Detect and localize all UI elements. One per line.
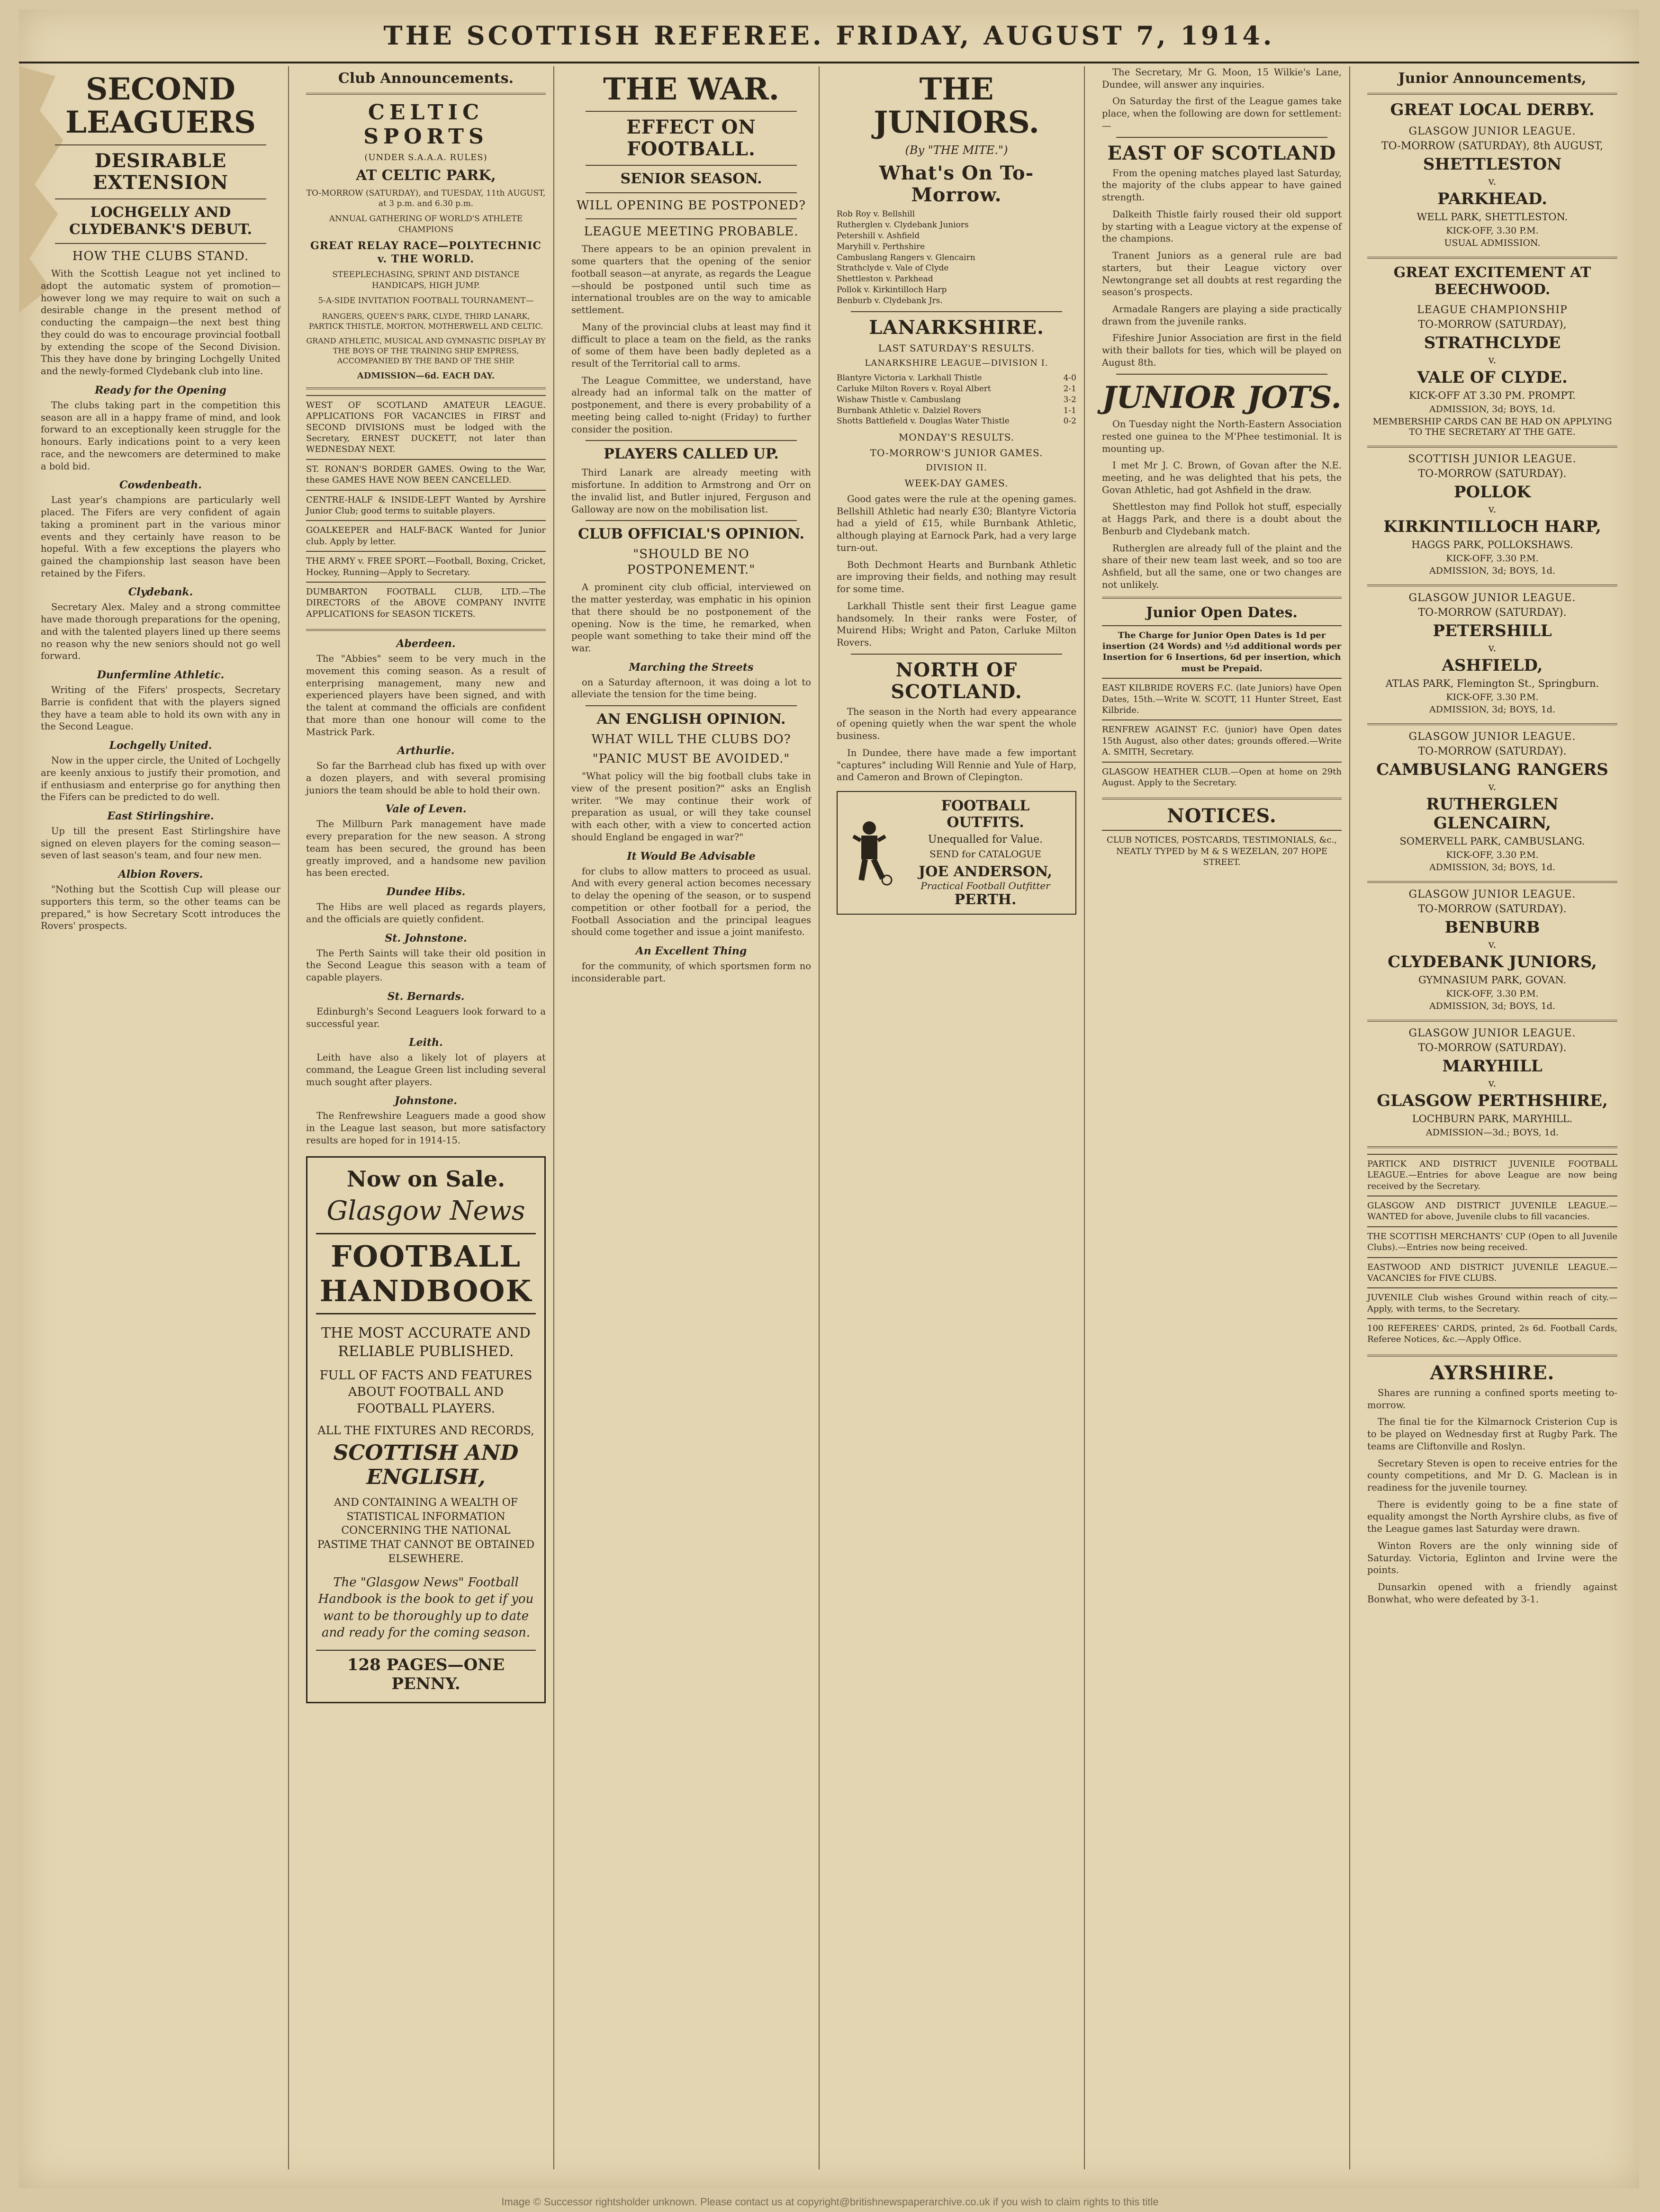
- results-heading: LAST SATURDAY'S RESULTS.: [878, 342, 1035, 354]
- table-row: Blantyre Victoria v. Larkhall Thistle 4-0: [837, 373, 1076, 383]
- fixture-ground: GYMNASIUM PARK, GOVAN.: [1418, 974, 1567, 986]
- list-item: Rutherglen v. Clydebank Juniors: [837, 220, 969, 230]
- celtic-venue: AT CELTIC PARK,: [356, 167, 496, 184]
- celtic-admission: ADMISSION—6d. EACH DAY.: [357, 371, 495, 381]
- celtic-tournament: 5-A-SIDE INVITATION FOOTBALL TOURNAMENT—: [318, 296, 534, 306]
- list-item: Pollok v. Kirkintilloch Harp: [837, 285, 947, 295]
- fixture-versus: v.: [1488, 175, 1497, 188]
- results-heading: MONDAY'S RESULTS.: [898, 432, 1015, 443]
- fixture-date: TO-MORROW (SATURDAY), 8th AUGUST,: [1381, 140, 1604, 152]
- fixture-away-team: VALE OF CLYDE.: [1417, 368, 1568, 387]
- article-paragraph: Up till the present East Stirlingshire have signed on eleven players for the coming season—seven of last season's team, and four new men.: [41, 825, 280, 861]
- article-paragraph: There is evidently going to be a fine state of equality amongst the North Ayrshire clubs, as five of the League games last Saturday were drawn.: [1367, 1499, 1617, 1535]
- classified-ad: GLASGOW AND DISTRICT JUVENILE LEAGUE.—WANTED for above, Juvenile clubs to fill vacancies.: [1367, 1196, 1617, 1226]
- fixture-admission: ADMISSION, 3d; BOYS, 1d.: [1429, 565, 1556, 576]
- outfit-trade: Practical Football Outfitter: [920, 880, 1050, 892]
- divider: [1102, 597, 1342, 599]
- outfit-ad-text: [901, 798, 1070, 908]
- outfit-town: PERTH.: [954, 891, 1017, 908]
- fixture-admission: ADMISSION, 3d; BOYS, 1d.: [1429, 862, 1556, 872]
- fixture-away-team: KIRKINTILLOCH HARP,: [1383, 517, 1601, 536]
- classified-ad: CLUB NOTICES, POSTCARDS, TESTIMONIALS, &c., NEATLY TYPED by M & S WEZELAN, 207 HOPE STREET.: [1102, 830, 1342, 872]
- article-paragraph: Secretary Steven is open to receive entries for the county competitions, and Mr D. G. Maclean is in readiness for the juvenile tourney.: [1367, 1457, 1617, 1493]
- article-subheading: NORTH OF SCOTLAND.: [891, 658, 1022, 703]
- article-paragraph: Armadale Rangers are playing a side practically drawn from the juvenile ranks.: [1102, 304, 1342, 327]
- article-subheading: SENIOR SEASON.: [620, 171, 762, 188]
- fixture-versus: v.: [1488, 938, 1497, 951]
- ad-paper-name: Glasgow News: [326, 1195, 525, 1226]
- fixture-admission: MEMBERSHIP CARDS CAN BE HAD ON APPLYING TO THE SECRETARY AT THE GATE.: [1372, 416, 1612, 437]
- section-heading: Albion Rovers.: [118, 868, 203, 881]
- fixture-league: GLASGOW JUNIOR LEAGUE.: [1408, 730, 1576, 743]
- fixture-date: TO-MORROW (SATURDAY).: [1418, 903, 1567, 915]
- fixture-ground: WELL PARK, SHETTLESTON.: [1416, 211, 1568, 223]
- fixture-home-team: STRATHCLYDE: [1424, 333, 1561, 352]
- article-paragraph: Larkhall Thistle sent their first League game handsomely. In their ranks were Foster, of Muirend Hibs; Wright and Paton, Carluke Milton Rovers.: [837, 600, 1076, 648]
- celtic-race: GREAT RELAY RACE—POLYTECHNIC v. THE WORLD.: [310, 240, 542, 265]
- fixture-league: LEAGUE CHAMPIONSHIP: [1417, 304, 1568, 316]
- article-paragraph: Fifeshire Junior Association are first in the field with their ballots for ties, which will be played on August 8th.: [1102, 333, 1342, 368]
- fixture-ground: KICK-OFF AT 3.30 PM. PROMPT.: [1409, 389, 1576, 401]
- classified-ad: ST. RONAN'S BORDER GAMES. Owing to the War, these GAMES HAVE NOW BEEN CANCELLED.: [306, 459, 546, 490]
- divider: [1367, 1355, 1617, 1357]
- article-paragraph: Rutherglen are already full of the plaint and the share of their new team last week, and so too are Ashfield, but all the same, one or two changes are not unlikely.: [1102, 542, 1342, 590]
- article-subheading: DESIRABLE EXTENSION: [92, 149, 229, 194]
- article-paragraph: Good gates were the rule at the opening games. Bellshill Athletic had nearly £30; Blantyre Victoria had a yield of £15, while Burnbank Athletic, although playing at Earnock Park, had a very large turn-out.: [837, 493, 1076, 553]
- celtic-events: STEEPLECHASING, SPRINT AND DISTANCE HANDICAPS, HIGH JUMP.: [332, 270, 520, 290]
- classified-ad: GLASGOW HEATHER CLUB.—Open at home on 29th August. Apply to the Secretary.: [1102, 762, 1342, 792]
- divider: [1367, 1146, 1617, 1148]
- article-paragraph: on a Saturday afternoon, it was doing a lot to alleviate the tension for the time being.: [571, 676, 811, 700]
- article-subheading: EAST OF SCOTLAND: [1107, 142, 1336, 164]
- article-paragraph: With the Scottish League not yet inclined to adopt the automatic system of promotion—however long we may require to wait on such a desirable change in the present method of conducting the campaign—the next best thing they could do was to encourage provincial football by extending the scope of the Second Division. This they have done by bringing Lochgelly United and the newly-formed Clydebank club into line.: [41, 268, 280, 377]
- column-the-juniors: [829, 66, 1085, 2169]
- fixture-versus: v.: [1488, 781, 1497, 793]
- article-subheading: LANARKSHIRE.: [869, 316, 1044, 339]
- ad-tagline: THE MOST ACCURATE AND RELIABLE PUBLISHED.: [321, 1324, 531, 1360]
- fixture-ground: SOMERVELL PARK, CAMBUSLANG.: [1399, 835, 1585, 847]
- outfit-catalogue: SEND for CATALOGUE: [929, 848, 1041, 860]
- classified-ad: EAST KILBRIDE ROVERS F.C. (late Juniors) have Open Dates, 15th.—Write W. SCOTT, 11 Hunter Street, East Kilbride.: [1102, 678, 1342, 719]
- byline: (By "THE MITE."): [905, 143, 1008, 157]
- article-heading: JUNIOR JOTS.: [1102, 379, 1342, 415]
- article-paragraph: In Dundee, there have made a few important "captures" including Will Rennie and Yule of Harp, and Cameron and Brown of Clepington.: [837, 747, 1076, 783]
- article-heading: THE WAR.: [603, 72, 780, 107]
- divider: [306, 629, 546, 631]
- article-paragraph: The final tie for the Kilmarnock Cristerion Cup is to be played on Wednesday first at Rugby Park. The teams are Cliftonville and Roslyn.: [1367, 1416, 1617, 1452]
- fixture-home-team: BENBURB: [1444, 917, 1540, 937]
- fixture-kickoff: ADMISSION, 3d; BOYS, 1d.: [1429, 404, 1556, 414]
- divider: [1116, 137, 1327, 138]
- article-paragraph: Many of the provincial clubs at least may find it difficult to place a team on the field, as the ranks of some of them have been badly depleted as a result of the Territorial call to arms.: [571, 321, 811, 369]
- fixture-kickoff: KICK-OFF, 3.30 P.M.: [1446, 988, 1539, 999]
- fixture-admission: ADMISSION—3d.; BOYS, 1d.: [1425, 1127, 1559, 1138]
- open-dates-notice: The Charge for Junior Open Dates is 1d per insertion (24 Words) and ½d additional words per Insertion for 6 Insertions, 6d per insertion, which must be Prepaid.: [1102, 625, 1342, 678]
- column-north-east-jots: [1094, 66, 1350, 2169]
- article-paragraph: Third Lanark are already meeting with misfortune. In addition to Armstrong and Orr on the invalid list, and Butler injured, Ferguson and Galloway are now on the mobilisation list.: [571, 467, 811, 515]
- section-heading: Clydebank.: [128, 586, 193, 599]
- fixture-announcement: [1367, 889, 1617, 1011]
- fixture-versus: v.: [1488, 642, 1497, 654]
- article-paragraph: The Renfrewshire Leaguers made a good show in the League last season, but more satisfactory results are hoped for in 1914-15.: [306, 1110, 546, 1146]
- article-subheading: WHAT WILL THE CLUBS DO?: [591, 732, 791, 747]
- fixture-away-team: RUTHERGLEN GLENCAIRN,: [1426, 794, 1559, 833]
- celtic-date: TO-MORROW (SATURDAY), and TUESDAY, 11th AUGUST, at 3 p.m. and 6.30 p.m.: [306, 188, 546, 208]
- ad-tagline: The "Glasgow News" Football Handbook is the book to get if you want to be thoroughly up to date and ready for the coming season.: [318, 1575, 534, 1640]
- list-item: Strathclyde v. Vale of Clyde: [837, 263, 949, 273]
- article-subheading: "SHOULD BE NO POSTPONEMENT.": [627, 547, 756, 577]
- article-paragraph: The League Committee, we understand, have already had an informal talk on the matter of postponement, and there is every probability of a meeting being called to-night (Friday) to further consider the position.: [571, 375, 811, 435]
- fixture-announcement: [1367, 304, 1617, 437]
- table-row: Shotts Battlefield v. Douglas Water Thistle 0-2: [837, 416, 1076, 426]
- fixture-home-team: PETERSHILL: [1433, 621, 1552, 640]
- article-subheading: "PANIC MUST BE AVOIDED.": [592, 751, 790, 766]
- results-league: LANARKSHIRE LEAGUE—DIVISION I.: [865, 358, 1048, 369]
- table-row: Burnbank Athletic v. Dalziel Rovers 1-1: [837, 405, 1076, 415]
- divider: [55, 144, 266, 145]
- article-paragraph: Edinburgh's Second Leaguers look forward to a successful year.: [306, 1006, 546, 1029]
- section-heading: East Stirlingshire.: [107, 809, 214, 822]
- celtic-gathering: ANNUAL GATHERING OF WORLD'S ATHLETE CHAMPIONS: [329, 214, 523, 234]
- fixture-league: GLASGOW JUNIOR LEAGUE.: [1408, 592, 1576, 604]
- section-heading: It Would Be Advisable: [627, 850, 756, 863]
- classified-ad: WEST OF SCOTLAND AMATEUR LEAGUE. APPLICATIONS FOR VACANCIES in FIRST and SECOND DIVISIONS must be lodged with the Secretary, ERNEST DUCKETT, not later than WEDNESDAY NEXT.: [306, 395, 546, 459]
- section-heading: Dundee Hibs.: [386, 886, 466, 899]
- list-item: Maryhill v. Perthshire: [837, 242, 925, 252]
- fixture-away-team: CLYDEBANK JUNIORS,: [1388, 952, 1597, 971]
- article-paragraph: Shares are running a confined sports meeting to-morrow.: [1367, 1387, 1617, 1411]
- section-heading: Aberdeen.: [396, 638, 456, 650]
- fixture-league: GLASGOW JUNIOR LEAGUE.: [1408, 1027, 1576, 1039]
- outfit-title: FOOTBALL OUTFITS.: [941, 798, 1030, 831]
- fixture-versus: v.: [1488, 1077, 1497, 1089]
- section-heading: Dunfermline Athletic.: [97, 669, 225, 682]
- article-paragraph: Winton Rovers are the only winning side of Saturday. Victoria, Eglinton and Irvine were the points.: [1367, 1540, 1617, 1576]
- article-heading: THE JUNIORS.: [874, 72, 1039, 141]
- section-heading: Vale of Leven.: [385, 803, 467, 816]
- fixture-list: [837, 209, 1076, 306]
- celtic-teams: RANGERS, QUEEN'S PARK, CLYDE, THIRD LANARK, PARTICK THISTLE, MORTON, MOTHERWELL AND CELTIC.: [308, 311, 543, 331]
- article-paragraph: There appears to be an opinion prevalent in some quarters that the opening of the senior football season—at anyrate, as regards the League—should be postponed until such time as international troubles are on the way to amicable settlement.: [571, 243, 811, 316]
- article-paragraph: Now in the upper circle, the United of Lochgelly are keenly anxious to justify their promotion, and if enthusiasm and enterprise go for anything then the Fifers can be predicted to do well.: [41, 755, 280, 803]
- fixture-away-team: GLASGOW PERTHSHIRE,: [1377, 1091, 1608, 1110]
- article-paragraph: Leith have also a likely lot of players at command, the League Green list including several much sought after players.: [306, 1052, 546, 1088]
- article-subheading: AYRSHIRE.: [1430, 1361, 1555, 1384]
- section-heading: An Excellent Thing: [635, 945, 747, 958]
- section-heading: Ready for the Opening: [95, 384, 226, 396]
- section-heading: St. Bernards.: [387, 990, 465, 1003]
- divider: [1367, 881, 1617, 883]
- article-subheading: Junior Open Dates.: [1146, 604, 1298, 621]
- article-paragraph: From the opening matches played last Saturday, the majority of the clubs appear to have gained strength.: [1102, 167, 1342, 203]
- masthead-title: THE SCOTTISH REFEREE. FRIDAY, AUGUST 7, 1914.: [383, 20, 1275, 51]
- divider: [1367, 257, 1617, 259]
- fixture-kickoff: KICK-OFF, 3.30 P.M.: [1446, 225, 1539, 236]
- list-item: Petershill v. Ashfield: [837, 231, 920, 241]
- list-item: Cambuslang Rangers v. Glencairn: [837, 252, 975, 262]
- article-paragraph: A prominent city club official, interviewed on the matter yesterday, was emphatic in his opinion that there should be no postponement of the opening. Now is the time, he remarked, when people want something to take their mind off the war.: [571, 582, 811, 654]
- article-paragraph: The season in the North had every appearance of opening quietly when the war spent the whole business.: [837, 706, 1076, 742]
- football-outfits-ad: [837, 791, 1076, 915]
- fixture-league: GLASGOW JUNIOR LEAGUE.: [1408, 888, 1576, 900]
- divider: [55, 198, 266, 199]
- list-item: Shettleston v. Parkhead: [837, 274, 933, 284]
- classified-ad: GOALKEEPER and HALF-BACK Wanted for Junior club. Apply by letter.: [306, 520, 546, 551]
- fixture-announcement: [1367, 126, 1617, 248]
- fixture-away-team: PARKHEAD.: [1437, 189, 1547, 208]
- classified-ad: JUVENILE Club wishes Ground within reach of city.—Apply, with terms, to the Secretary.: [1367, 1287, 1617, 1318]
- classified-ad: PARTICK AND DISTRICT JUVENILE FOOTBALL LEAGUE.—Entries for above League are now being received by the Secretary.: [1367, 1154, 1617, 1196]
- article-paragraph: Dunsarkin opened with a friendly against Bonwhat, who were defeated by 3-1.: [1367, 1582, 1617, 1605]
- divider: [586, 192, 797, 193]
- divider: [1367, 446, 1617, 448]
- article-subheading: CLUB OFFICIAL'S OPINION.: [578, 526, 804, 543]
- results-heading: DIVISION II.: [926, 463, 987, 473]
- article-subheading: What's On To-Morrow.: [879, 162, 1034, 206]
- divider: [851, 654, 1062, 655]
- fixture-admission: ADMISSION, 3d; BOYS, 1d.: [1429, 704, 1556, 715]
- outfit-name: JOE ANDERSON,: [919, 863, 1052, 881]
- article-paragraph: On Tuesday night the North-Eastern Association rested one guinea to the M'Phee testimonial. It is mounting up.: [1102, 419, 1342, 454]
- masthead: [19, 9, 1639, 63]
- article-paragraph: So far the Barrhead club has fixed up with over a dozen players, and with several promising juniors the team should be able to hold their own.: [306, 760, 546, 796]
- article-paragraph: Shettleston may find Pollok hot stuff, especially at Haggs Park, and there is a doubt about the Benburb and Clydebank match.: [1102, 501, 1342, 537]
- fixture-admission: USUAL ADMISSION.: [1444, 237, 1541, 248]
- ad-now-on-sale: Now on Sale.: [346, 1166, 505, 1192]
- section-heading: Leith.: [409, 1036, 443, 1049]
- divider: [306, 387, 546, 389]
- divider: [586, 165, 797, 166]
- fixture-home-team: SHETTLESTON: [1423, 154, 1562, 174]
- ad-price: 128 PAGES—ONE PENNY.: [316, 1650, 536, 1693]
- classified-ad: EASTWOOD AND DISTRICT JUVENILE LEAGUE.—VACANCIES for FIVE CLUBS.: [1367, 1257, 1617, 1288]
- divider: [1102, 798, 1342, 800]
- divider: [586, 111, 797, 112]
- list-item: Rob Roy v. Bellshill: [837, 209, 915, 219]
- celtic-sports-title: CELTIC SPORTS: [363, 100, 488, 149]
- footballer-icon: [843, 818, 895, 889]
- classified-ad: DUMBARTON FOOTBALL CLUB, LTD.—The DIRECTORS of the ABOVE COMPANY INVITE APPLICATIONS for SEASON TICKETS.: [306, 582, 546, 623]
- divider: [851, 311, 1062, 312]
- article-paragraph: Tranent Juniors as a general rule are bad starters, but their League victory over Newtongrange set all doubts at rest regarding the season's prospects.: [1102, 250, 1342, 298]
- ad-tagline: AND CONTAINING A WEALTH OF STATISTICAL INFORMATION CONCERNING THE NATIONAL PASTIME THAT CANNOT BE OBTAINED ELSEWHERE.: [317, 1496, 535, 1565]
- column-second-leaguers: [33, 66, 289, 2169]
- section-title: Junior Announcements,: [1398, 70, 1587, 87]
- article-subheading: EFFECT ON FOOTBALL.: [626, 116, 756, 161]
- fixture-date: TO-MORROW (SATURDAY),: [1418, 318, 1567, 331]
- article-paragraph: The "Abbies" seem to be very much in the movement this coming season. As a result of enterprising management, many new and experienced players have been signed, and with the talent at command the officials are confident that more than one honour will come to the Mastrick Park.: [306, 653, 546, 737]
- column-junior-announcements: [1360, 66, 1625, 2169]
- divider: [586, 440, 797, 441]
- fixture-home-team: MARYHILL: [1442, 1056, 1543, 1076]
- fixture-home-team: CAMBUSLANG RANGERS: [1376, 760, 1608, 779]
- fixture-ground: LOCHBURN PARK, MARYHILL.: [1412, 1113, 1573, 1124]
- fixture-versus: v.: [1488, 354, 1497, 366]
- fixture-ground: ATLAS PARK, Flemington St., Springburn.: [1385, 677, 1599, 689]
- derby-heading: GREAT LOCAL DERBY.: [1390, 100, 1595, 119]
- fixture-date: TO-MORROW (SATURDAY).: [1418, 745, 1567, 757]
- ad-tagline: SCOTTISH AND ENGLISH,: [333, 1440, 519, 1489]
- newspaper-page: [19, 9, 1639, 2188]
- article-subheading: NOTICES.: [1167, 805, 1277, 827]
- divider: [1367, 1020, 1617, 1022]
- fixture-announcement: [1367, 731, 1617, 872]
- fixture-away-team: ASHFIELD,: [1442, 656, 1543, 675]
- column-the-war: [564, 66, 820, 2169]
- list-item: Benburb v. Clydebank Jrs.: [837, 296, 943, 306]
- football-handbook-ad: [306, 1156, 546, 1703]
- divider: [586, 705, 797, 706]
- fixture-ground: HAGGS PARK, POLLOKSHAWS.: [1411, 539, 1573, 550]
- fixture-admission: ADMISSION, 3d; BOYS, 1d.: [1429, 1000, 1556, 1011]
- celtic-display: GRAND ATHLETIC, MUSICAL AND GYMNASTIC DISPLAY BY THE BOYS OF THE TRAINING SHIP EMPRESS, ACCOMPANIED BY THE BAND OF THE SHIP.: [306, 336, 546, 365]
- fixture-announcement: [1367, 592, 1617, 715]
- section-heading: St. Johnstone.: [385, 932, 467, 944]
- fixture-announcement: [1367, 453, 1617, 576]
- divider: [1367, 93, 1617, 95]
- fixture-league: SCOTTISH JUNIOR LEAGUE.: [1408, 453, 1577, 465]
- celtic-rules: (UNDER S.A.A.A. RULES): [364, 153, 487, 162]
- article-paragraph: On Saturday the first of the League games take place, when the following are down for settlement:—: [1102, 96, 1342, 131]
- article-subheading: WILL OPENING BE POSTPONED?: [576, 198, 806, 213]
- classified-ad: RENFREW AGAINST F.C. (junior) have Open dates 15th August, also other dates; grounds offered.—Write A. SMITH, Secretary.: [1102, 719, 1342, 761]
- beechwood-heading: GREAT EXCITEMENT AT BEECHWOOD.: [1393, 264, 1591, 298]
- divider: [1367, 584, 1617, 586]
- classified-ad: 100 REFEREES' CARDS, printed, 2s 6d. Football Cards, Referee Notices, &c.—Apply Office.: [1367, 1318, 1617, 1349]
- table-row: Wishaw Thistle v. Cambuslang 3-2: [837, 395, 1076, 405]
- article-paragraph: The Secretary, Mr G. Moon, 15 Wilkie's Lane, Dundee, will answer any inquiries.: [1102, 67, 1342, 90]
- divider: [55, 243, 266, 244]
- results-heading: TO-MORROW'S JUNIOR GAMES.: [870, 447, 1043, 459]
- classified-ad: CENTRE-HALF & INSIDE-LEFT Wanted by Ayrshire Junior Club; good terms to suitable players.: [306, 490, 546, 521]
- fixture-kickoff: KICK-OFF, 3.30 P.M.: [1446, 849, 1539, 860]
- article-paragraph: Both Dechmont Hearts and Burnbank Athletic are improving their fields, and nothing may result for some time.: [837, 559, 1076, 595]
- article-paragraph: The clubs taking part in the competition this season are all in a happy frame of mind, and look forward to an exceptionally keen struggle for the honours. Early indications point to a very keen race, and the newcomers are determined to make a bold bid.: [41, 399, 280, 472]
- section-heading: Cowdenbeath.: [119, 479, 202, 492]
- section-heading: Johnstone.: [395, 1095, 457, 1107]
- article-paragraph: Dalkeith Thistle fairly roused their old support by starting with a League victory at the expense of the champions.: [1102, 208, 1342, 244]
- column-club-announcements: [298, 66, 554, 2169]
- fixture-announcement: [1367, 1027, 1617, 1138]
- fixture-versus: v.: [1488, 503, 1497, 515]
- columns: [33, 66, 1625, 2169]
- fixture-home-team: POLLOK: [1453, 482, 1531, 502]
- fixture-league: GLASGOW JUNIOR LEAGUE.: [1408, 125, 1576, 137]
- outfit-tag: Unequalled for Value.: [928, 834, 1043, 846]
- article-paragraph: Secretary Alex. Maley and a strong committee have made thorough preparations for the opening, and with the talented players lined up there seems no reason why the new seniors should not go well forward.: [41, 602, 280, 662]
- article-paragraph: Writing of the Fifers' prospects, Secretary Barrie is confident that with the players signed they have a team able to hold its own with any in the Second League.: [41, 684, 280, 732]
- article-paragraph: The Perth Saints will take their old position in the Second League this season with a team of capable players.: [306, 947, 546, 983]
- ad-tagline: FULL OF FACTS AND FEATURES ABOUT FOOTBALL AND FOOTBALL PLAYERS.: [319, 1368, 532, 1416]
- ad-title: FOOTBALL HANDBOOK: [316, 1233, 536, 1314]
- article-subheading: LEAGUE MEETING PROBABLE.: [584, 224, 799, 239]
- fixture-date: TO-MORROW (SATURDAY).: [1418, 606, 1567, 619]
- fixture-kickoff: KICK-OFF, 3.30 P.M.: [1446, 692, 1539, 702]
- article-subheading: LOCHGELLY AND CLYDEBANK'S DEBUT.: [69, 204, 253, 238]
- classified-ad: THE SCOTTISH MERCHANTS' CUP (Open to all Juvenile Clubs).—Entries now being received.: [1367, 1226, 1617, 1257]
- divider: [1367, 723, 1617, 725]
- divider: [1116, 374, 1327, 375]
- article-paragraph: "Nothing but the Scottish Cup will please our supporters this term, so the other teams can be prepared," is how Secretary Scott introduces the Rovers' prospects.: [41, 884, 280, 932]
- article-paragraph: The Millburn Park management have made every preparation for the new season. A strong team has been secured, the ground has been greatly improved, and a handsome new pavilion has been erected.: [306, 818, 546, 879]
- divider: [586, 218, 797, 219]
- results-heading: WEEK-DAY GAMES.: [904, 477, 1009, 489]
- table-row: Carluke Milton Rovers v. Royal Albert 2-1: [837, 384, 1076, 394]
- section-heading: Marching the Streets: [629, 661, 754, 674]
- fixture-date: TO-MORROW (SATURDAY).: [1418, 1042, 1567, 1054]
- section-heading: Arthurlie.: [397, 745, 455, 757]
- classified-ad: THE ARMY v. FREE SPORT.—Football, Boxing, Cricket, Hockey, Running—Apply to Secretary.: [306, 551, 546, 582]
- article-subheading: AN ENGLISH OPINION.: [596, 711, 786, 728]
- results-list: [837, 373, 1076, 427]
- article-paragraph: for the community, of which sportsmen form no inconsiderable part.: [571, 961, 811, 984]
- article-paragraph: Last year's champions are particularly well placed. The Fifers are very confident of again taking a prominent part in the various minor events and they certainly have reason to be hopeful. With a few exceptions the players who gained the championship last season have been retained by the Fifers.: [41, 495, 280, 579]
- article-paragraph: "What policy will the big football clubs take in view of the present position?" asks an English writer. "We may continue their work of preparation as usual, or will they take counsel with each other, with a view to concerted action should England be engaged in war?": [571, 771, 811, 843]
- divider: [306, 93, 546, 95]
- divider: [586, 520, 797, 521]
- article-heading: SECOND LEAGUERS: [65, 72, 256, 141]
- fixture-kickoff: KICK-OFF, 3.30 P.M.: [1446, 553, 1539, 564]
- ad-tagline: ALL THE FIXTURES AND RECORDS,: [317, 1423, 534, 1437]
- article-subheading: HOW THE CLUBS STAND.: [72, 249, 249, 263]
- fixture-date: TO-MORROW (SATURDAY).: [1418, 468, 1567, 480]
- article-paragraph: for clubs to allow matters to proceed as usual. And with every general action becomes necessary to delay the opening of the season, or to suspend competition or other football for a period, the Football Association and the principal leagues should come together and issue a joint manifesto.: [571, 865, 811, 938]
- article-subheading: PLAYERS CALLED UP.: [604, 446, 779, 463]
- section-title: Club Announcements.: [338, 70, 514, 87]
- section-heading: Lochgelly United.: [109, 739, 212, 752]
- article-paragraph: I met Mr J. C. Brown, of Govan after the N.E. meeting, and he was delighted that his pets, the Govan Athletic, had got Ashfield in the draw.: [1102, 460, 1342, 495]
- article-paragraph: The Hibs are well placed as regards players, and the officials are quietly confident.: [306, 901, 546, 925]
- copyright-footer: Image © Successor rightsholder unknown. Please contact us at copyright@britishnewspaperarchive.co.uk if you wish to claim rights to this title: [501, 2196, 1159, 2208]
